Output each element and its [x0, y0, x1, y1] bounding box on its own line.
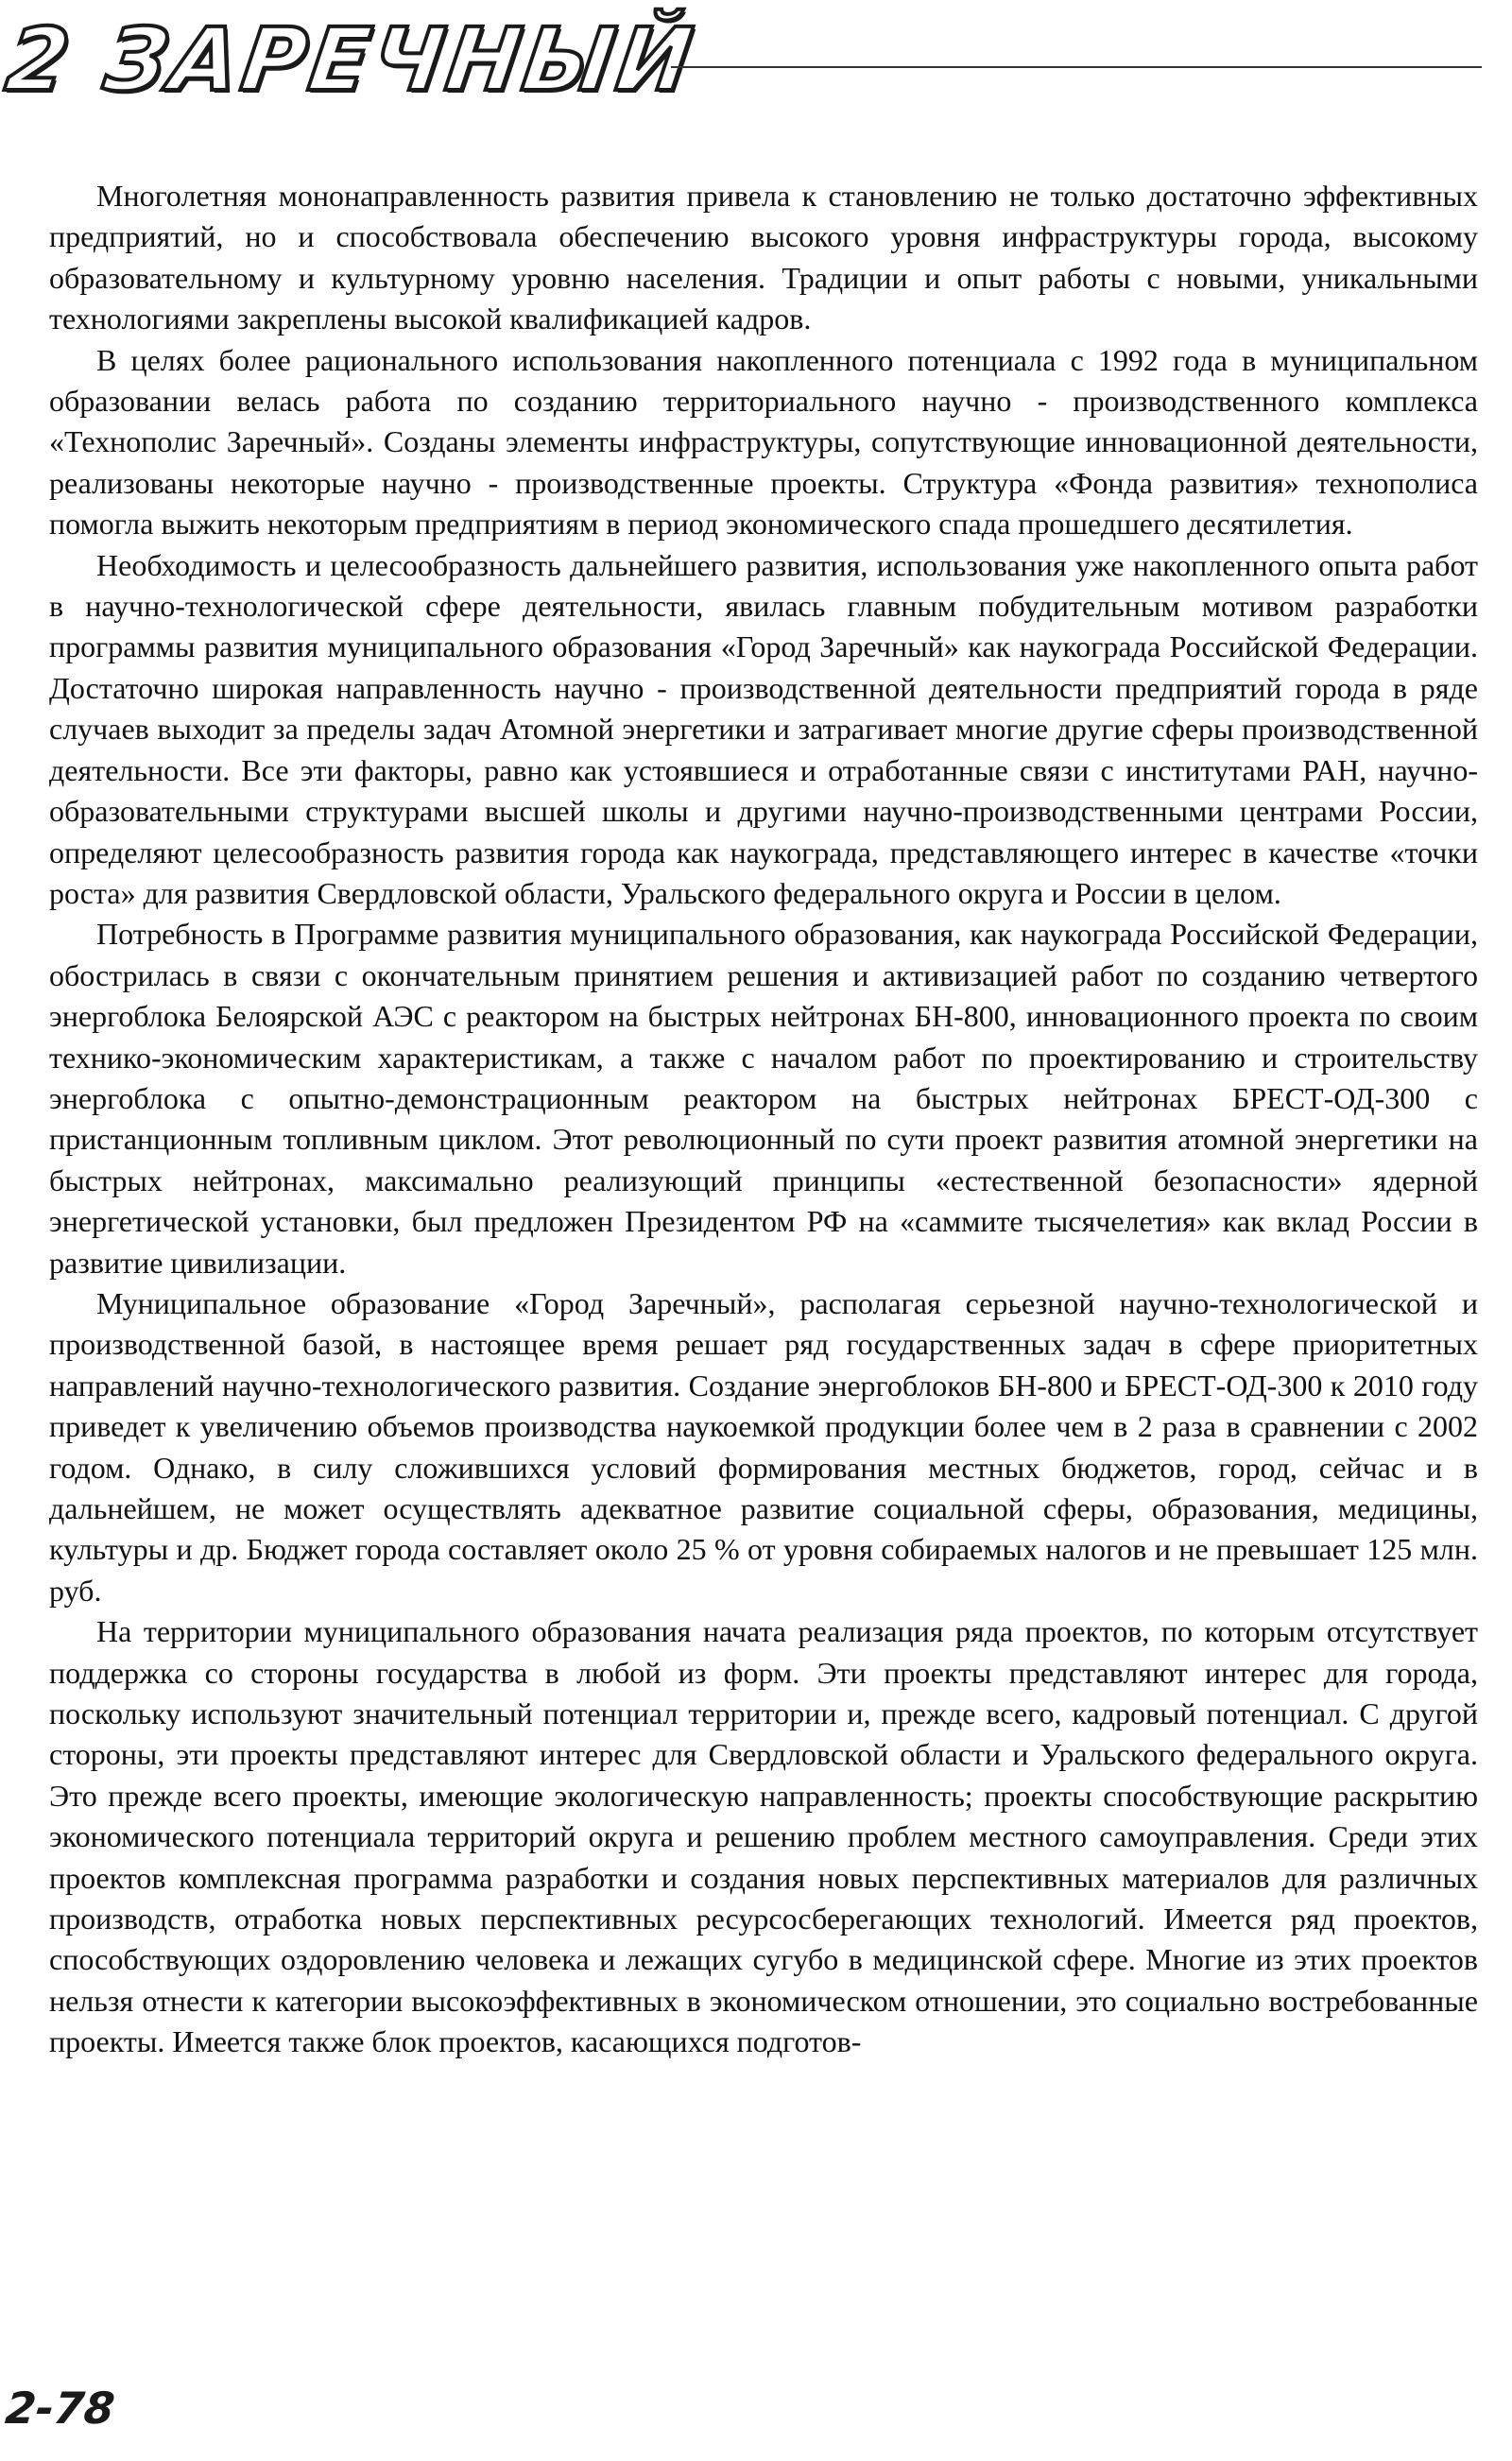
paragraph-2: В целях более рационального использования накопленного потенциала с 1992 года в муниципальном образовании велась работа по созданию территориального научно - производственного комплекса «Технополис Заречный». Созданы элементы инфраструктуры, сопутствующие инновационной деятельности, реализованы некоторые научно - производственные проекты. Структура «Фонда развития» технополиса помогла выжить некоторым предприятиям в период экономического спада прошедшего десятилетия.: [49, 342, 1478, 542]
paragraph-3: Необходимость и целесообразность дальнейшего развития, использования уже накопленного опыта работ в научно-технологической сфере деятельности, явилась главным побудительным мотивом разработки программы развития муниципального образования «Город Заречный» как наукограда Российской Федерации. Достаточно широкая направленность научно - производственной деятельности предприятий города в ряде случаев выходит за пределы задач Атомной энергетики и затрагивает многие другие сферы производственной деятельности. Все эти факторы, равно как устоявшиеся и отработанные связи с институтами РАН, научно-образовательными структурами высшей школы и другими научно-производственными центрами России, определяют целесообразность развития города как наукограда, представляющего интерес в качестве «точки роста» для развития Свердловской области, Уральского федерального округа и России в целом.: [49, 547, 1478, 910]
paragraph-4: Потребность в Программе развития муниципального образования, как наукограда Российской Федерации, обострилась в связи с окончательным принятием решения и активизацией работ по созданию четвертого энергоблока Белоярской АЭС с реактором на быстрых нейтронах БН-800, инновационного проекта по своим технико-экономическим характеристикам, а также с началом работ по проектированию и строительству энергоблока с опытно-демонстрационным реактором на быстрых нейтронах БРЕСТ-ОД-300 с пристанционным топливным циклом. Этот революционный по сути проект развития атомной энергетики на быстрых нейтронах, максимально реализующий принципы «естественной безопасности» ядерной энергетической установки, был предложен Президентом РФ на «саммите тысячелетия» как вклад России в развитие цивилизации.: [49, 917, 1478, 1280]
article-body: [49, 176, 1478, 2063]
paragraph-1: Многолетняя мононаправленность развития привела к становлению не только достаточно эффективных предприятий, но и способствовала обеспечению высокого уровня инфраструктуры города, высокому образовательному и культурному уровню населения. Традиции и опыт работы с новыми, уникальными технологиями закреплены высокой квалификацией кадров.: [49, 179, 1478, 336]
section-title: 2 ЗАРЕЧНЫЙ: [0, 9, 702, 111]
paragraph-6: На территории муниципального образования начата реализация ряда проектов, по которым отсутствует поддержка со стороны государства в любой из форм. Эти проекты представляют интерес для города, поскольку используют значительный потенциал территории и, прежде всего, кадровый потенциал. С другой стороны, эти проекты представляют интерес для Свердловской области и Уральского федерального округа. Это прежде всего проекты, имеющие экологическую направленность; проекты способствующие раскрытию экономического потенциала территорий округа и решению проблем местного самоуправления. Среди этих проектов комплексная программа разработки и создания новых перспективных материалов для различных производств, отработка новых перспективных ресурсосберегающих технологий. Имеется ряд проектов, способствующих оздоровлению человека и лежащих сугубо в медицинской сфере. Многие из этих проектов нельзя отнести к категории высокоэффективных в экономическом отношении, это социально востребованные проекты. Имеется также блок проектов, касающихся подготов-: [49, 1614, 1478, 2059]
paragraph-5: Муниципальное образование «Город Заречный», располагая серьезной научно-технологической и производственной базой, в настоящее время решает ряд государственных задач в сфере приоритетных направлений научно-технологического развития. Создание энергоблоков БН-800 и БРЕСТ-ОД-300 к 2010 году приведет к увеличению объемов производства наукоемкой продукции более чем в 2 раза в сравнении с 2002 годом. Однако, в силу сложившихся условий формирования местных бюджетов, город, сейчас и в дальнейшем, не может осуществлять адекватное развитие социальной сферы, образования, медицины, культуры и др. Бюджет города составляет около 25 % от уровня собираемых налогов и не превышает 125 млн. руб.: [49, 1285, 1478, 1608]
header-rule: [671, 66, 1482, 68]
page-header: [0, 0, 1512, 132]
page-number: 2-78: [3, 2383, 117, 2434]
